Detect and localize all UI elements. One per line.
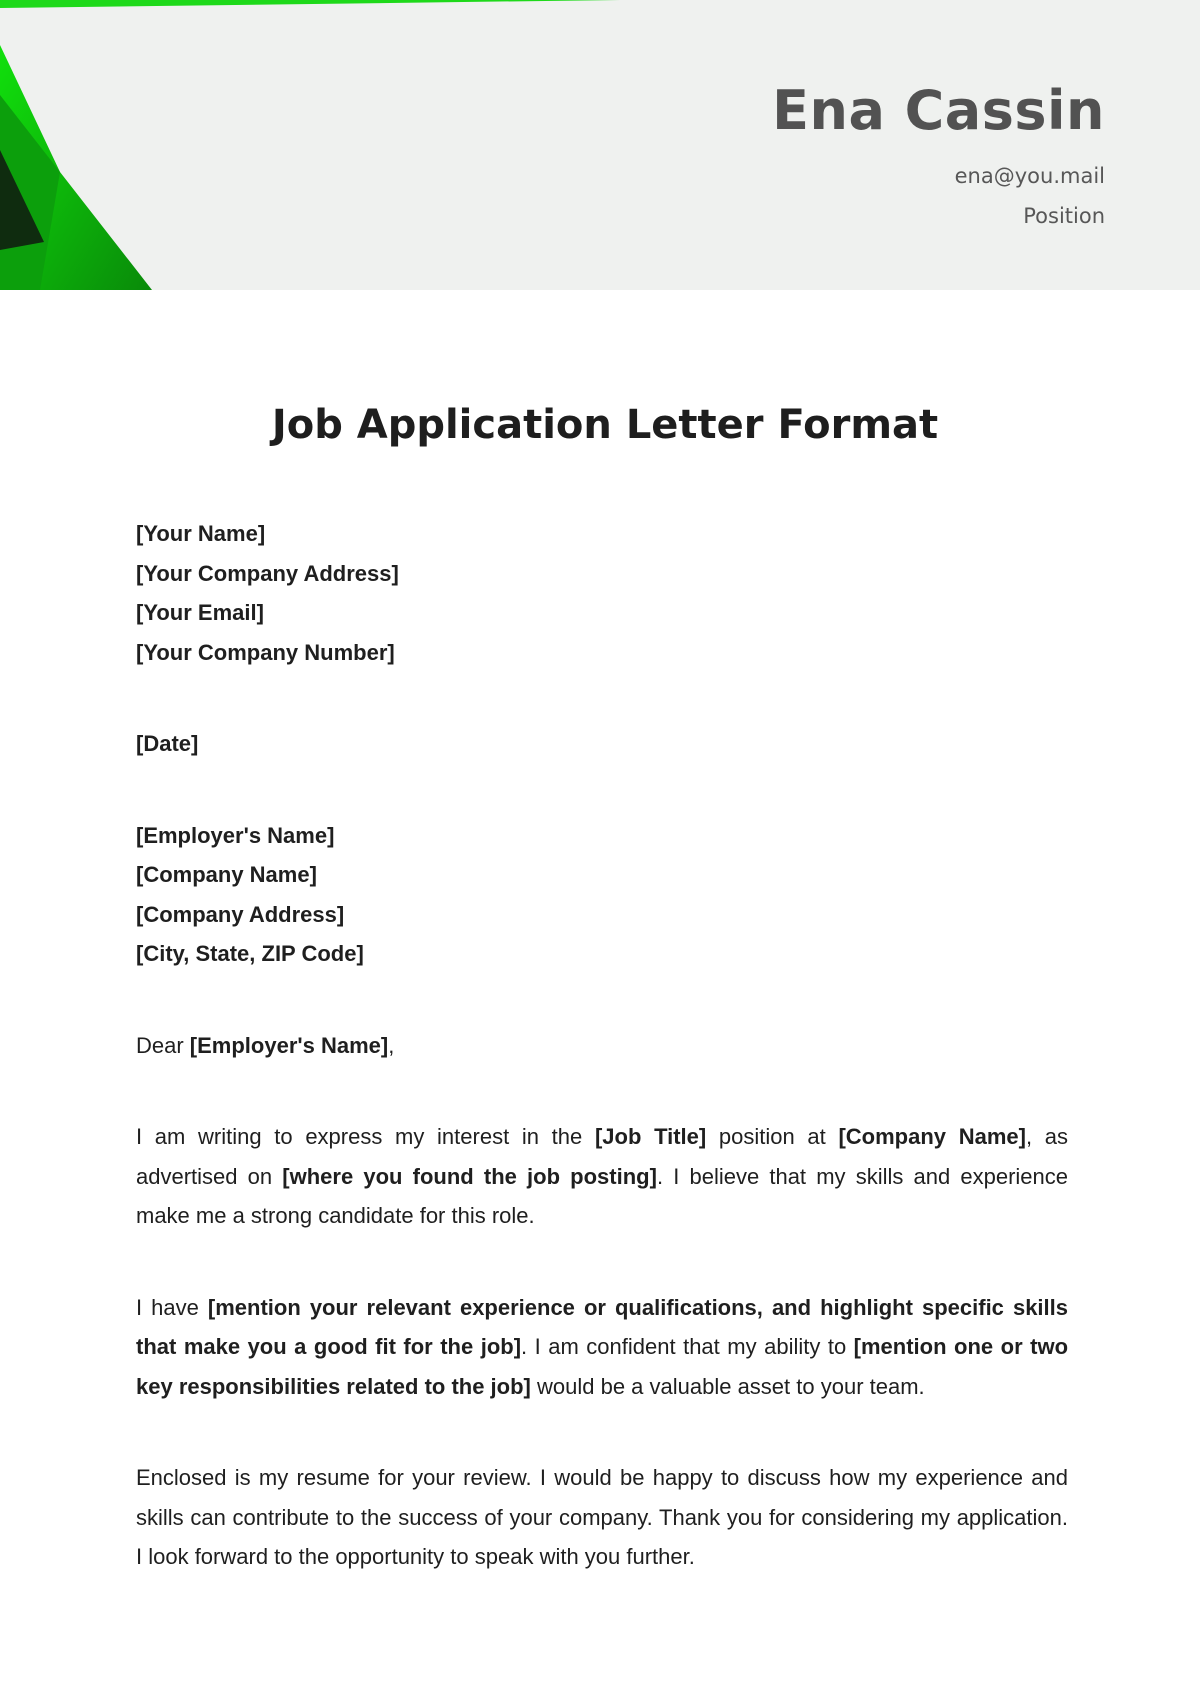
date-block [136,724,1068,764]
paragraph-experience [136,1288,1068,1407]
green-corner-decoration [0,0,640,290]
date: [Date] [136,731,199,756]
author-name: Ena Cassin [772,79,1105,142]
p1-text-2: position at [706,1124,839,1149]
author-email: ena@you.mail [954,164,1105,188]
salutation-suffix: , [388,1032,395,1058]
sender-number: [Your Company Number] [136,639,395,665]
p2-text-3: would be a valuable asset to your team. [530,1373,925,1399]
top-green-stripe [0,0,620,8]
p2-text-1: I have [136,1294,208,1320]
letter-body [136,514,1068,1629]
sender-address: [Your Company Address] [136,560,399,586]
recipient-name: [Employer's Name] [136,822,335,848]
p1-text-4: . I believe that my skills and experience make me a strong candidate for this role. [136,1163,1069,1228]
sender-block [136,514,1068,672]
p1-company-name: [Company Name] [838,1124,1026,1149]
paragraph-interest [136,1117,1068,1236]
recipient-company: [Company Name] [136,862,317,887]
recipient-city: [City, State, ZIP Code] [136,941,364,966]
p1-job-title: [Job Title] [594,1124,707,1149]
document-title: Job Application Letter Format [271,402,939,448]
letterhead [0,0,1200,290]
p1-posting-source: [where you found the job posting] [282,1163,657,1189]
paragraph-closing: Enclosed is my resume for your review. I would be happy to discuss how my experience and skills can contribute to the success of your company. Thank you for considering my application. I look forward to the opportunity to speak with you further. [136,1465,1068,1569]
p2-text-2: . I am confident that my ability to [521,1334,854,1359]
p1-text-1: I am writing to express my interest in the [136,1124,595,1149]
contact-block [772,78,1105,236]
p2-experience-placeholder: [mention your relevant experience or qualifications, and highlight specific skills that make you a good fit for the job] [136,1294,1068,1359]
p2-responsibilities-placeholder: [mention one or two key responsibilities related to the job] [136,1334,1069,1399]
recipient-block [136,816,1068,974]
author-position: Position [1023,204,1105,228]
sender-email: [Your Email] [136,600,264,625]
recipient-address: [Company Address] [136,901,345,927]
salutation-prefix: Dear [136,1032,190,1058]
salutation-name: [Employer's Name] [189,1032,389,1058]
sender-name: [Your Name] [136,521,266,546]
p1-text-3: , as advertised on [136,1124,1068,1189]
salutation [136,1026,1068,1066]
